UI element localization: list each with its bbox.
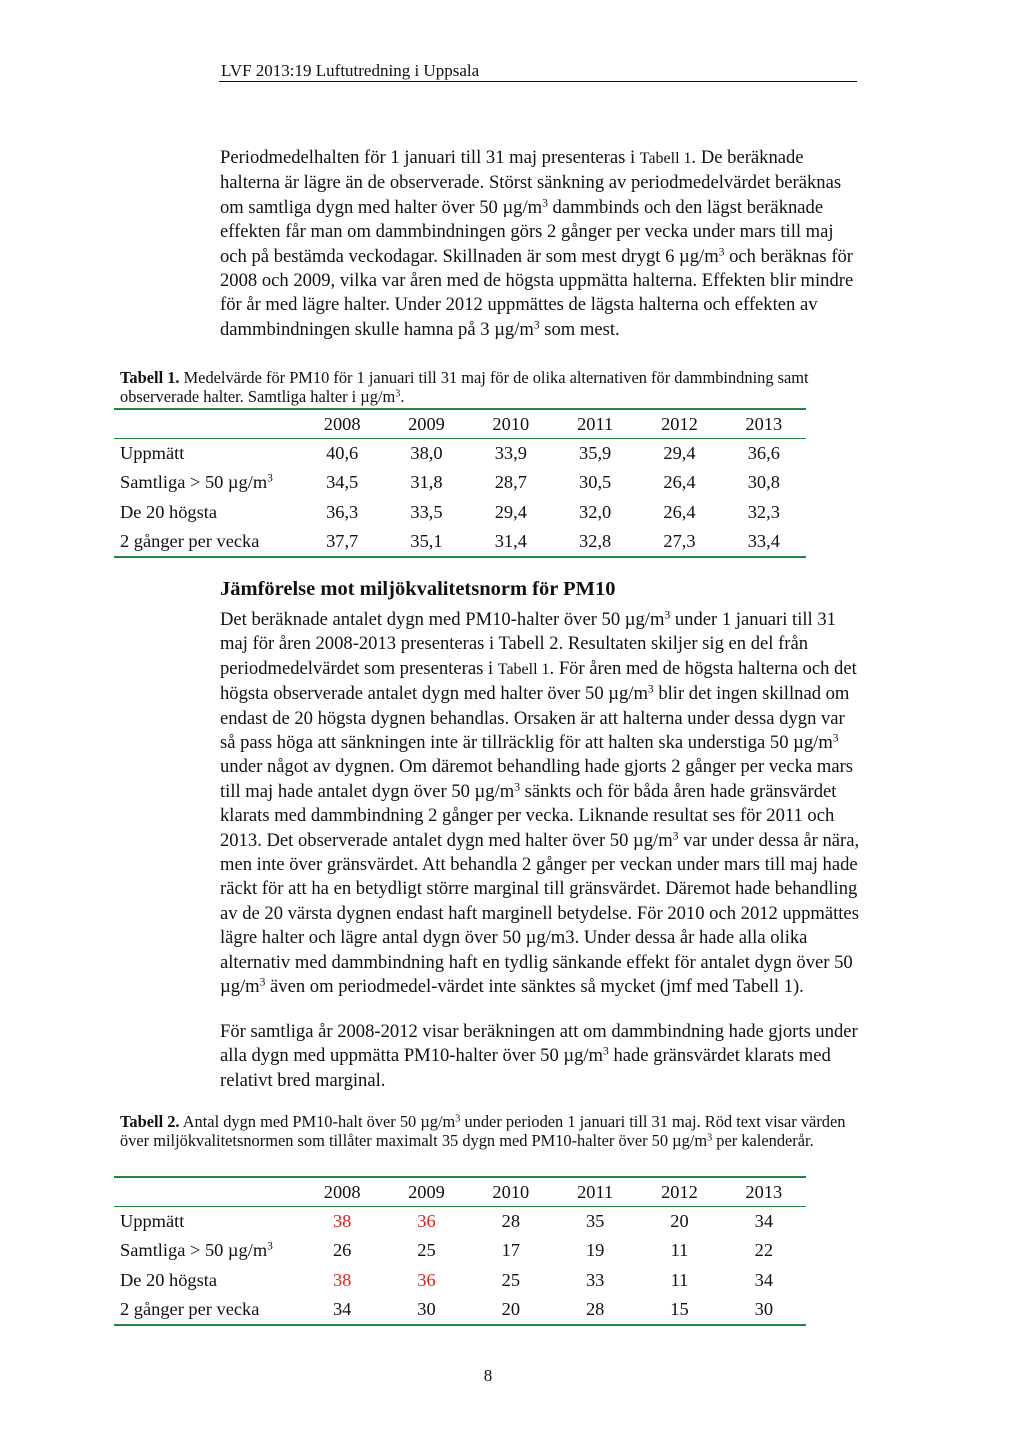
section-heading: Jämförelse mot miljökvalitetsnorm för PM10	[220, 578, 616, 600]
superscript: 3	[718, 246, 725, 259]
table-cell: 20	[670, 1211, 689, 1231]
table-row	[114, 1266, 806, 1296]
table2-caption	[120, 1112, 860, 1150]
superscript: 3	[542, 197, 548, 210]
text-segment: . De beräknade halterna är lägre än de observerade. Störst sänkning av periodmedelvärdet beräknas om samtliga dygn med halter över 50 µg/m	[220, 147, 842, 218]
row-label	[114, 1236, 300, 1266]
table-cell: 29,4	[494, 501, 527, 522]
superscript: 3	[647, 683, 654, 696]
superscript: 3	[533, 319, 540, 332]
table-cell: 37,7	[326, 530, 359, 551]
row-label: De 20 högsta	[120, 501, 218, 522]
year-header: 2010	[492, 413, 530, 434]
header-title: LVF 2013:19 Luftutredning i Uppsala	[221, 61, 480, 80]
text-segment: sänkts och för båda åren hade gränsvärdet klarats med dammbindning 2 gånger per vecka. Liknande resultat ses för 2011 och 2013. Det observerade antalet dygn med halter över 50 µg/m	[220, 780, 837, 851]
caption-text: under perioden 1 januari till 31 maj. Röd text visar värden över miljökvalitetsnormen som tillåter maximalt 35 dygn med PM10-halter över 50 µg/m	[120, 1112, 846, 1150]
table-cell: 30	[754, 1298, 774, 1319]
text-segment: Periodmedelhalten för 1 januari till 31 maj presenteras i	[220, 147, 640, 168]
superscript: 3	[395, 388, 401, 400]
superscript: 3	[514, 781, 520, 794]
table-cell: 35,1	[410, 530, 443, 551]
paragraph-conclusion	[220, 1020, 860, 1093]
year-header: 2008	[323, 1181, 361, 1202]
text-segment: som mest.	[539, 318, 620, 340]
table-cell: 34	[332, 1298, 352, 1319]
table-cell: 30,8	[747, 472, 780, 493]
table1-caption	[120, 368, 860, 406]
row-label-text: Samtliga > 50 µg/m	[120, 1240, 268, 1261]
superscript: 3	[267, 1240, 273, 1253]
table-cell: 25	[417, 1240, 436, 1261]
table-cell: 38,0	[410, 443, 443, 463]
text-segment: Det beräknade antalet dygn med PM10-halter över 50 µg/m	[220, 609, 665, 630]
table-cell: 40,6	[326, 443, 359, 463]
caption-text: Antal dygn med PM10-halt över 50 µg/m	[179, 1112, 456, 1131]
table-header-row	[114, 1177, 806, 1207]
table-cell: 36,3	[326, 501, 359, 522]
table-cell: 38	[332, 1269, 352, 1290]
table-cell: 11	[670, 1269, 689, 1290]
text-segment: under 1 januari till 31 maj för åren 2008-2013 presenteras i Tabell 2. Resultaten skiljer sig en del från periodmedelvärdet som presenteras i	[220, 609, 836, 679]
table-cell: 26,4	[663, 501, 696, 522]
text-segment: och beräknas för 2008 och 2009, vilka var åren med de högsta uppmätta halterna. Effekten blir mindre för år med lägre halter. Under 2012 uppmättes de lägsta halterna och effekten av dammbindningen skulle hamna på 3 µg/m	[220, 245, 854, 340]
paragraph-comparison	[220, 608, 860, 1000]
table-cell: 28	[585, 1298, 605, 1319]
text-segment: För samtliga år 2008-2012 visar beräkningen att om dammbindning hade gjorts under alla dygn med uppmätta PM10-halter över 50 µg/m	[220, 1021, 858, 1067]
table-cell: 30	[417, 1298, 436, 1319]
table-cell: 26,4	[663, 472, 696, 493]
superscript: 3	[832, 732, 839, 745]
superscript: 3	[259, 976, 266, 989]
superscript: 3	[672, 830, 679, 843]
table-cell: 31,4	[494, 530, 527, 551]
superscript: 3	[603, 1046, 609, 1059]
caption-label: Tabell 2.	[120, 1112, 180, 1131]
table-cell: 19	[585, 1240, 605, 1261]
superscript: 3	[707, 1132, 713, 1144]
table-cell: 34	[754, 1269, 774, 1290]
table-cell: 28,7	[494, 472, 527, 493]
row-label	[114, 468, 300, 498]
table-cell: 33,9	[494, 443, 527, 463]
caption-text: .	[400, 387, 405, 406]
header-rule	[219, 81, 857, 82]
table-cell: 26	[332, 1240, 352, 1261]
text-segment: . För åren med de högsta halterna och det högsta observerade antalet dygn med halter över 50 µg/m	[220, 657, 857, 705]
table-cell: 11	[670, 1240, 689, 1261]
header-empty-cell	[114, 1177, 300, 1207]
text-segment: var under dessa år nära, men inte över gränsvärdet. Att behandla 2 gånger per veckan under mars till maj hade räckt för att ha en betydligt större marginal till gränsvärdet. Däremot hade behandling av de 20 värsta dygnen endast haft marginell betydelse. För 2010 och 2012 uppmättes lägre halter och lägre antal dygn över 50 µg/m3. Under dessa år hade alla olika alternativ med dammbindning haft en tydlig sänkande effekt för antalet dygn över 50 µg/m	[220, 829, 860, 998]
superscript: 3	[267, 472, 273, 485]
row-label: De 20 högsta	[120, 1269, 218, 1290]
text-segment: även om periodmedel-värdet inte sänktes så mycket (jmf med Tabell 1).	[265, 976, 804, 998]
table-cell: 33,5	[410, 501, 443, 522]
table-row	[114, 498, 806, 528]
table-cell: 32,3	[747, 501, 780, 522]
table-cell: 27,3	[663, 530, 696, 551]
table-cell: 31,8	[410, 472, 443, 493]
year-header: 2010	[492, 1181, 530, 1202]
table-reference-link[interactable]: Tabell 1	[497, 660, 550, 678]
header-empty-cell	[114, 409, 300, 439]
year-header: 2012	[661, 413, 698, 434]
text-segment: hade gränsvärdet klarats med relativt bred marginal.	[220, 1045, 831, 1091]
year-header: 2009	[408, 1181, 445, 1202]
table-cell: 32,8	[579, 530, 612, 551]
table1	[114, 408, 806, 558]
text-segment: dammbinds och den lägst beräknade effekten får man om dammbindningen görs 2 gånger per vecka under mars till maj och på bestämda veckodagar. Skillnaden är som mest drygt 6 µg/m	[220, 196, 834, 267]
table-cell: 25	[501, 1269, 521, 1290]
table-cell: 36	[417, 1269, 436, 1290]
text-segment: blir det ingen skillnad om endast de 20 högsta dygnen behandlas. Orsaken är att halterna under dessa dygn var så pass höga att sänkningen inte är tillräcklig för att halten ska understiga 50 µg/m	[220, 683, 850, 754]
caption-label: Tabell 1.	[120, 368, 180, 387]
year-header: 2008	[323, 413, 361, 434]
table-cell: 20	[501, 1298, 521, 1319]
table-row	[114, 527, 806, 557]
table-cell: 22	[754, 1240, 774, 1261]
table-cell: 29,4	[663, 443, 696, 463]
table-cell: 32,0	[579, 501, 612, 522]
row-label: 2 gånger per vecka	[120, 530, 260, 551]
year-header: 2011	[577, 413, 614, 434]
year-header: 2012	[661, 1181, 698, 1202]
table-row	[114, 1207, 806, 1237]
table-cell: 28	[501, 1211, 521, 1231]
paragraph-period-mean	[220, 146, 860, 342]
table-row	[114, 1236, 806, 1266]
row-label: Uppmätt	[120, 443, 185, 463]
table-cell: 33,4	[747, 530, 780, 551]
table-row	[114, 1295, 806, 1325]
row-label-text: Samtliga > 50 µg/m	[120, 472, 268, 493]
caption-text: Medelvärde för PM10 för 1 januari till 31 maj för de olika alternativen för dammbindning samt observerade halter. Samtliga halter i µg/m	[120, 368, 809, 406]
year-header: 2011	[577, 1181, 614, 1202]
table-cell: 35	[585, 1211, 605, 1231]
table-cell: 30,5	[579, 472, 612, 493]
table-header-row	[114, 409, 806, 439]
row-label: Uppmätt	[120, 1211, 185, 1231]
table-cell: 36,6	[747, 443, 780, 463]
table-cell: 17	[501, 1240, 521, 1261]
superscript: 3	[455, 1113, 461, 1125]
table-row	[114, 468, 806, 498]
year-header: 2013	[745, 413, 783, 434]
superscript: 3	[664, 609, 671, 622]
table-reference-link[interactable]: Tabell 1	[639, 150, 692, 167]
year-header: 2009	[408, 413, 445, 434]
table-cell: 38	[332, 1211, 352, 1231]
table-cell: 15	[670, 1298, 689, 1319]
row-label: 2 gånger per vecka	[120, 1298, 260, 1319]
table-cell: 34	[754, 1211, 774, 1231]
text-segment: under något av dygnen. Om däremot behandling hade gjorts 2 gånger per vecka mars till maj hade antalet dygn över 50 µg/m	[220, 756, 854, 802]
table-cell: 35,9	[579, 443, 612, 463]
caption-text: per kalenderår.	[712, 1131, 814, 1150]
table-cell: 36	[417, 1211, 436, 1231]
year-header: 2013	[745, 1181, 783, 1202]
table-cell: 33	[585, 1269, 605, 1290]
table-row	[114, 439, 806, 469]
table2	[114, 1176, 806, 1326]
page-number: 8	[483, 1366, 493, 1385]
table-cell: 34,5	[326, 472, 359, 493]
